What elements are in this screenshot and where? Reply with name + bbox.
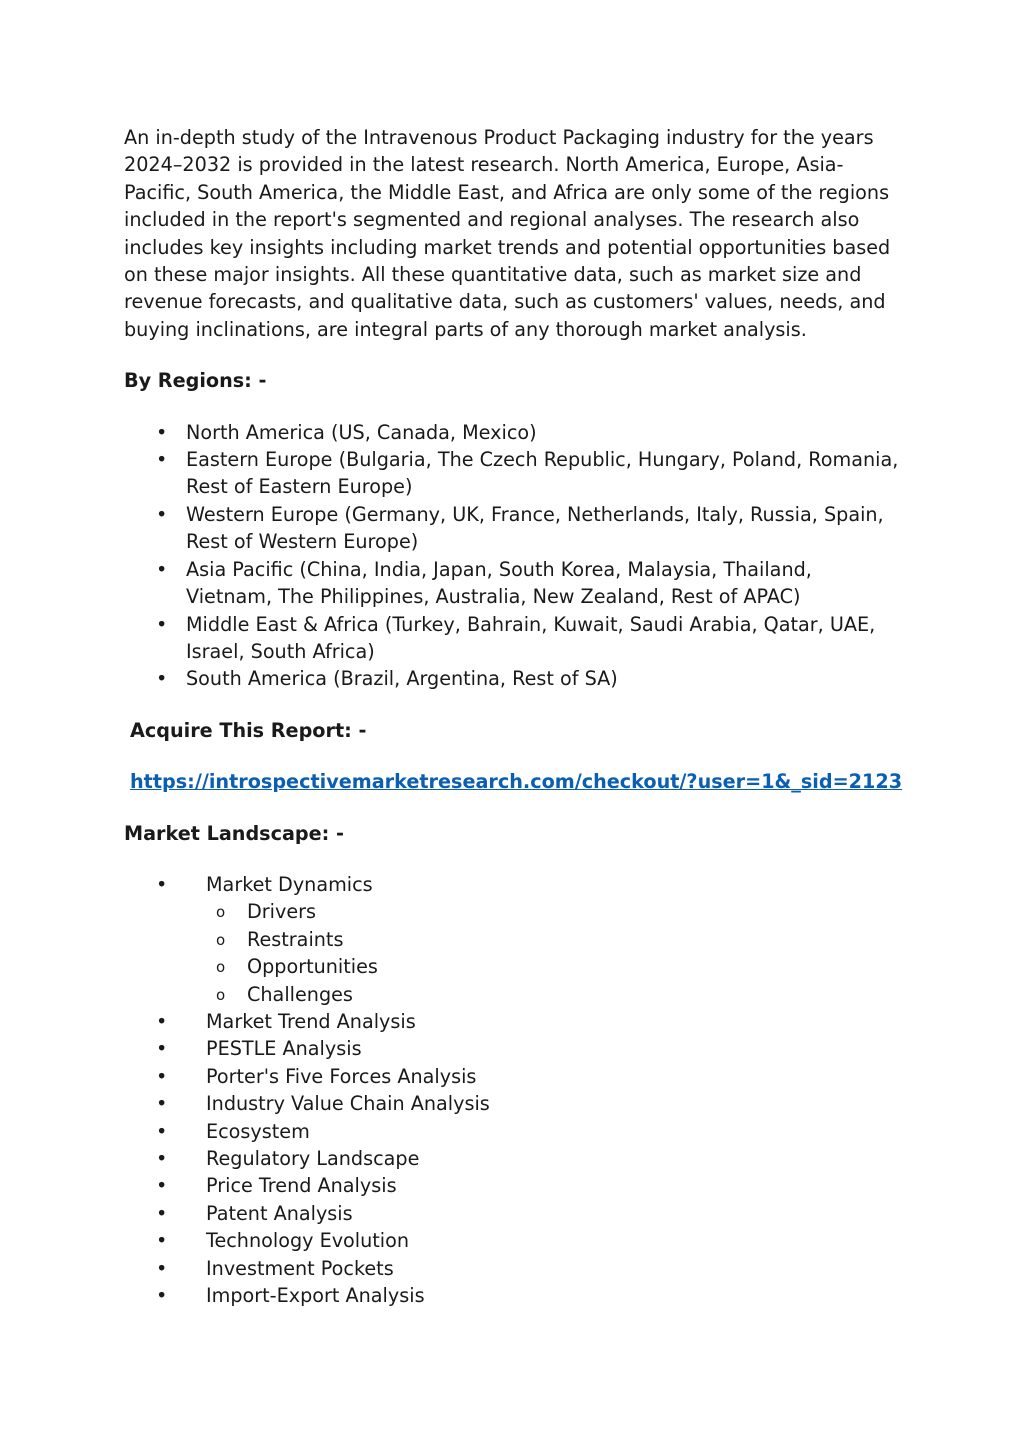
list-item: • Market Trend Analysis [124,1008,904,1035]
regions-list [124,419,904,693]
sub-list-item: o Challenges [206,981,904,1008]
acquire-link-line [130,768,904,795]
list-item: • Regulatory Landscape [124,1145,904,1172]
regions-heading: By Regions: - [124,369,267,393]
document-page [124,124,904,1309]
dynamics-sublist [206,898,904,1008]
landscape-heading: Market Landscape: - [124,821,344,845]
intro-paragraph: An in-depth study of the Intravenous Product Packaging industry for the years 2024–2032 is provided in the latest research. North America, Europe, Asia-Pacific, South America, the Middle East, and Africa are only some of the regions included in the report's segmented and regional analyses. The research also includes key insights including market trends and potential opportunities based on these major insights. All these quantitative data, such as market size and revenue forecasts, and qualitative data, such as customers' values, needs, and buying inclinations, are integral parts of any thorough market analysis. [124,126,891,341]
list-item: • Import-Export Analysis [124,1282,904,1309]
list-item: • Investment Pockets [124,1255,904,1282]
list-item: • Porter's Five Forces Analysis [124,1063,904,1090]
list-item: • Asia Pacific (China, India, Japan, South Korea, Malaysia, Thailand, Vietnam, The Philippines, Australia, New Zealand, Rest of APAC) [124,556,904,611]
list-item: • Ecosystem [124,1118,904,1145]
checkout-link[interactable]: https://introspectivemarketresearch.com/checkout/?user=1&_sid=2123 [130,770,903,794]
list-item: • Eastern Europe (Bulgaria, The Czech Republic, Hungary, Poland, Romania, Rest of Eastern Europe) [124,446,904,501]
acquire-heading: Acquire This Report: - [130,718,367,742]
list-item: • Western Europe (Germany, UK, France, Netherlands, Italy, Russia, Spain, Rest of Western Europe) [124,501,904,556]
sub-list-item: o Opportunities [206,953,904,980]
list-item: • Industry Value Chain Analysis [124,1090,904,1117]
list-item: • Middle East & Africa (Turkey, Bahrain, Kuwait, Saudi Arabia, Qatar, UAE, Israel, South Africa) [124,611,904,666]
sub-list-item: o Restraints [206,926,904,953]
landscape-list [124,871,904,1310]
list-item: • PESTLE Analysis [124,1035,904,1062]
list-item: • Patent Analysis [124,1200,904,1227]
list-item-label: Market Dynamics [206,872,373,896]
sub-list-item: o Drivers [206,898,904,925]
list-item [124,871,904,1008]
list-item: • South America (Brazil, Argentina, Rest of SA) [124,665,904,692]
list-item: • Technology Evolution [124,1227,904,1254]
list-item: • Price Trend Analysis [124,1172,904,1199]
list-item: • North America (US, Canada, Mexico) [124,419,904,446]
